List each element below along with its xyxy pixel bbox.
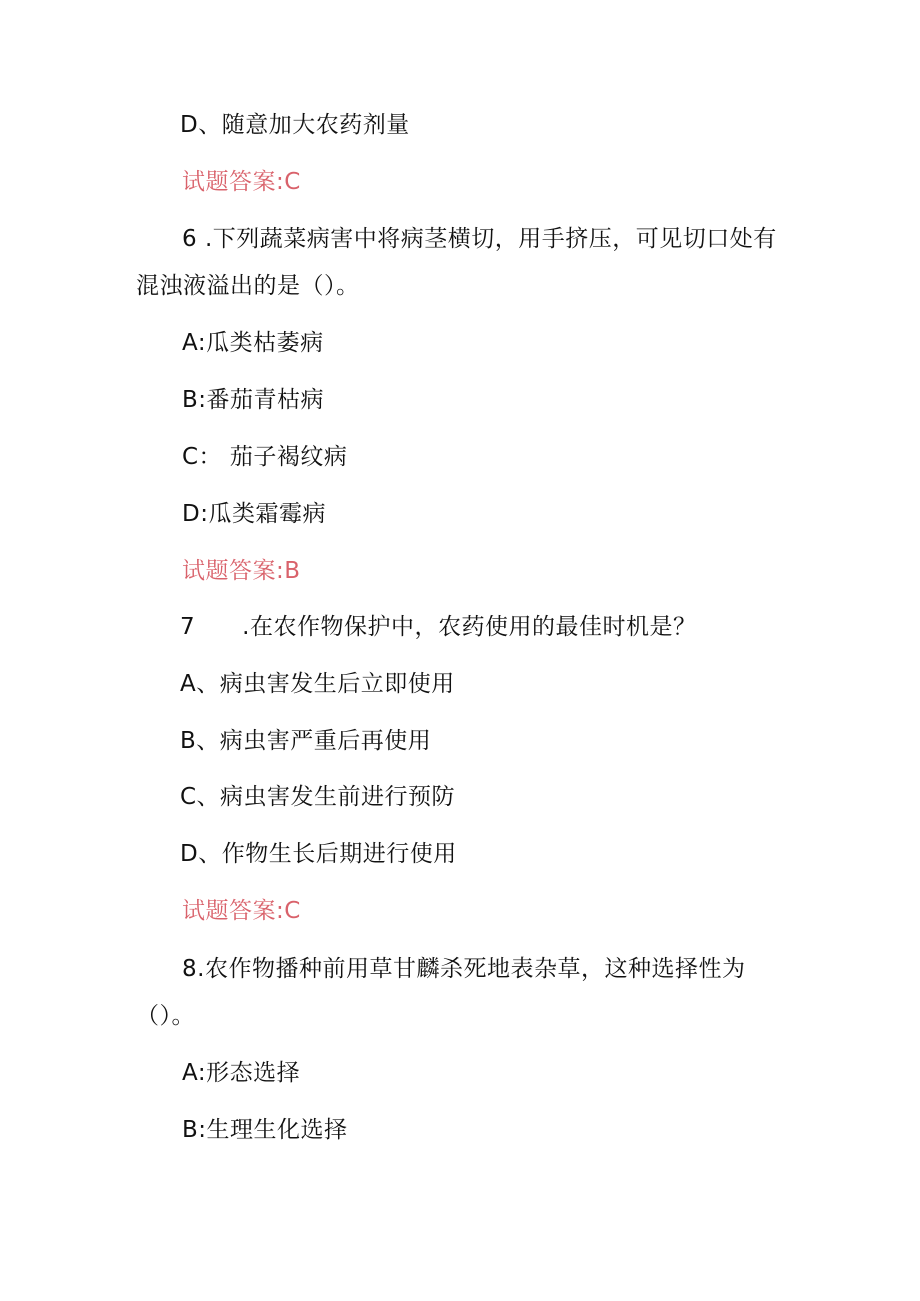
q6-option-a: A:瓜类枯萎病 — [182, 330, 324, 356]
q6-option-d: D:瓜类霜霉病 — [182, 501, 326, 527]
q8-option-a: A:形态选择 — [182, 1060, 301, 1086]
q6-option-b: B:番茄青枯病 — [182, 387, 325, 413]
q7-option-a: A、病虫害发生后立即使用 — [180, 671, 455, 697]
q8-option-b: B:生理生化选择 — [182, 1117, 348, 1143]
q5-option-d: D、随意加大农药剂量 — [180, 112, 410, 138]
q7-stem: 7 .在农作物保护中，农药使用的最佳时机是？ — [180, 614, 697, 640]
q7-answer: 试题答案:C — [182, 898, 301, 924]
q6-stem-line1: 6 .下列蔬菜病害中将病茎横切，用手挤压，可见切口处有 — [182, 226, 777, 252]
q6-stem-line2: 混浊液溢出的是（）。 — [136, 273, 360, 299]
q6-option-c: C： 茄子褐纹病 — [182, 444, 348, 470]
q7-option-c: C、病虫害发生前进行预防 — [180, 784, 456, 810]
q8-stem-line1: 8.农作物播种前用草甘麟杀死地表杂草，这种选择性为 — [182, 956, 746, 982]
q6-answer: 试题答案:B — [182, 558, 301, 584]
q8-stem-line2: （）。 — [136, 1003, 195, 1029]
q5-answer: 试题答案:C — [182, 169, 301, 195]
q7-option-b: B、病虫害严重后再使用 — [180, 728, 432, 754]
q7-option-d: D、作物生长后期进行使用 — [180, 841, 457, 867]
